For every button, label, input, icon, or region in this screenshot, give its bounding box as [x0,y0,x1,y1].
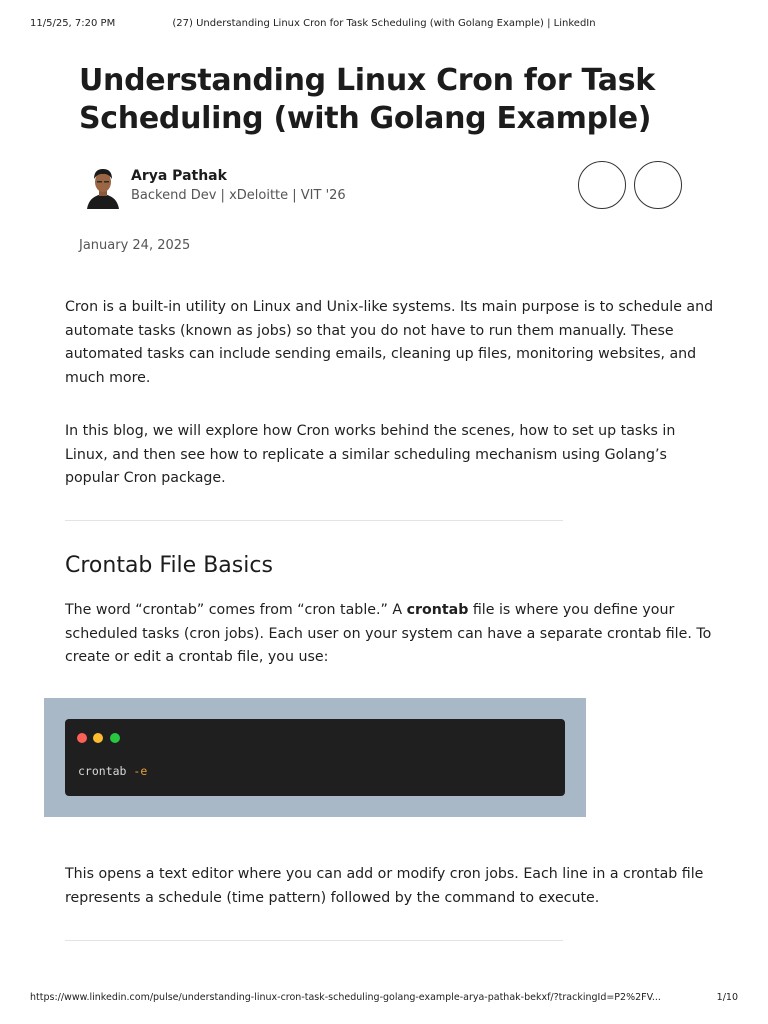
section-heading: Crontab File Basics [65,553,273,578]
action-circle-button[interactable] [578,161,626,209]
publish-date: January 24, 2025 [79,238,191,253]
section-divider [65,940,563,941]
window-maximize-dot-icon [110,733,120,743]
print-datetime: 11/5/25, 7:20 PM [30,18,116,29]
editor-paragraph: This opens a text editor where you can add or modify cron jobs. Each line in a crontab file represents a schedule (time pattern) followed by the command to execute. [65,866,704,906]
print-header [30,18,738,32]
action-circle-button[interactable] [634,161,682,209]
article-title: Understanding Linux Cron for Task Scheduling (with Golang Example) [79,63,655,136]
author-avatar[interactable] [81,163,125,209]
print-page-number: 1/10 [716,992,738,1003]
crontab-bold-term: crontab [406,602,469,618]
print-footer [30,992,738,1006]
crontab-paragraph-text: file is where you define your scheduled tasks (cron jobs). Each user on your system can have a separate crontab file. To create or edit a crontab file, you use: [65,602,712,665]
crontab-paragraph [65,599,715,670]
blog-paragraph: In this blog, we will explore how Cron works behind the scenes, how to set up tasks in Linux, and then see how to replicate a similar scheduling mechanism using Golang’s popular Cron package. [65,423,676,486]
intro-paragraph: Cron is a built-in utility on Linux and Unix-like systems. Its main purpose is to schedule and automate tasks (known as jobs) so that you do not have to run them manually. These automated tasks can include sending emails, cleaning up files, monitoring websites, and much more. [65,299,714,386]
print-url: https://www.linkedin.com/pulse/understanding-linux-cron-task-scheduling-golang-example-arya-pathak-bekxf/?trackingId=P2%2FV... [30,992,661,1003]
window-close-dot-icon [77,733,87,743]
code-command: crontab [78,764,127,778]
code-line [78,764,147,778]
code-flag: -e [133,764,148,778]
window-minimize-dot-icon [93,733,103,743]
print-page-title: (27) Understanding Linux Cron for Task Scheduling (with Golang Example) | LinkedIn [172,18,596,29]
section-divider [65,520,563,521]
author-headline: Backend Dev | xDeloitte | VIT '26 [131,188,346,203]
code-snippet-image [44,698,586,817]
crontab-paragraph-text: The word “crontab” comes from “cron table.” A [65,602,407,618]
terminal-window [65,719,565,796]
author-name[interactable]: Arya Pathak [131,168,227,184]
